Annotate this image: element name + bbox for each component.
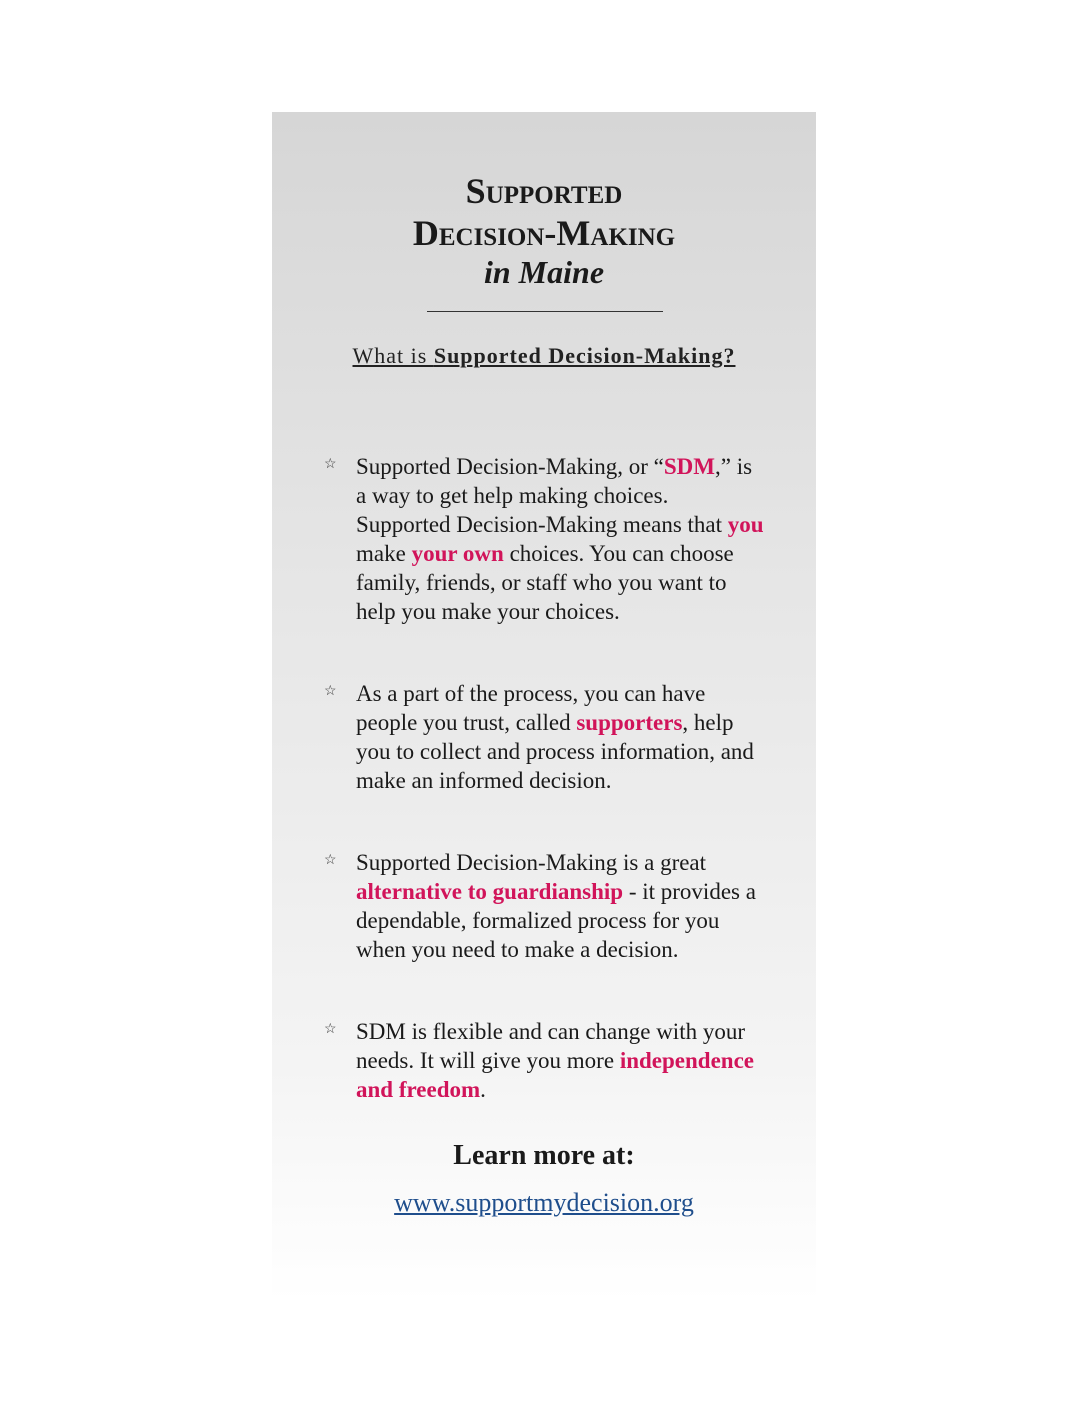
bullet-text-segment: - it provides a dependable, formalized process for you when you need to make a decision. (356, 879, 756, 962)
divider (427, 311, 663, 312)
bullet-text (356, 679, 766, 795)
bullet-text-segment: Supported Decision-Making, or “ (356, 454, 664, 479)
website-link[interactable]: www.supportmydecision.org (394, 1188, 694, 1217)
star-icon: ☆ (324, 1022, 337, 1037)
bullet-text-segment: , help you to collect and process information, and make an informed decision. (356, 710, 754, 793)
highlighted-term: independence and freedom (356, 1048, 754, 1102)
highlighted-term: SDM (663, 454, 716, 479)
highlighted-term: alternative to guardianship (356, 879, 624, 904)
bullet-text-segment: As a part of the process, you can have people you trust, called (356, 681, 706, 735)
bullet-text-segment: SDM is flexible and can change with your needs. It will give you more (356, 1019, 745, 1073)
bullet-text (356, 452, 766, 626)
question-bold: Supported Decision-Making? (433, 343, 736, 368)
highlighted-term: supporters (576, 710, 683, 735)
subtitle: in Maine (483, 254, 605, 290)
bullet-text (356, 1017, 766, 1104)
title-line-1: Supported (465, 171, 623, 211)
bullet-text-segment: Supported Decision-Making is a great (356, 850, 707, 875)
brochure-panel (272, 112, 816, 1302)
question-heading (342, 334, 746, 378)
bullet-text-segment: ,” is a way to get help making choices. Supported Decision-Making means that (356, 454, 753, 537)
highlighted-term: your own (411, 541, 504, 566)
star-icon: ☆ (324, 684, 337, 699)
bullet-text (356, 848, 766, 964)
title-line-2: Decision-Making (412, 213, 676, 253)
bullet-text-segment: make (356, 541, 412, 566)
star-icon: ☆ (324, 457, 337, 472)
highlighted-term: you (727, 512, 764, 537)
star-icon: ☆ (324, 853, 337, 868)
bullet-text-segment: . (480, 1077, 486, 1102)
learn-more-heading: Learn more at: (453, 1140, 635, 1171)
bullet-text-segment: choices. You can choose family, friends, or staff who you want to help you make your choices. (356, 541, 734, 624)
question-prefix: What is (352, 343, 434, 368)
